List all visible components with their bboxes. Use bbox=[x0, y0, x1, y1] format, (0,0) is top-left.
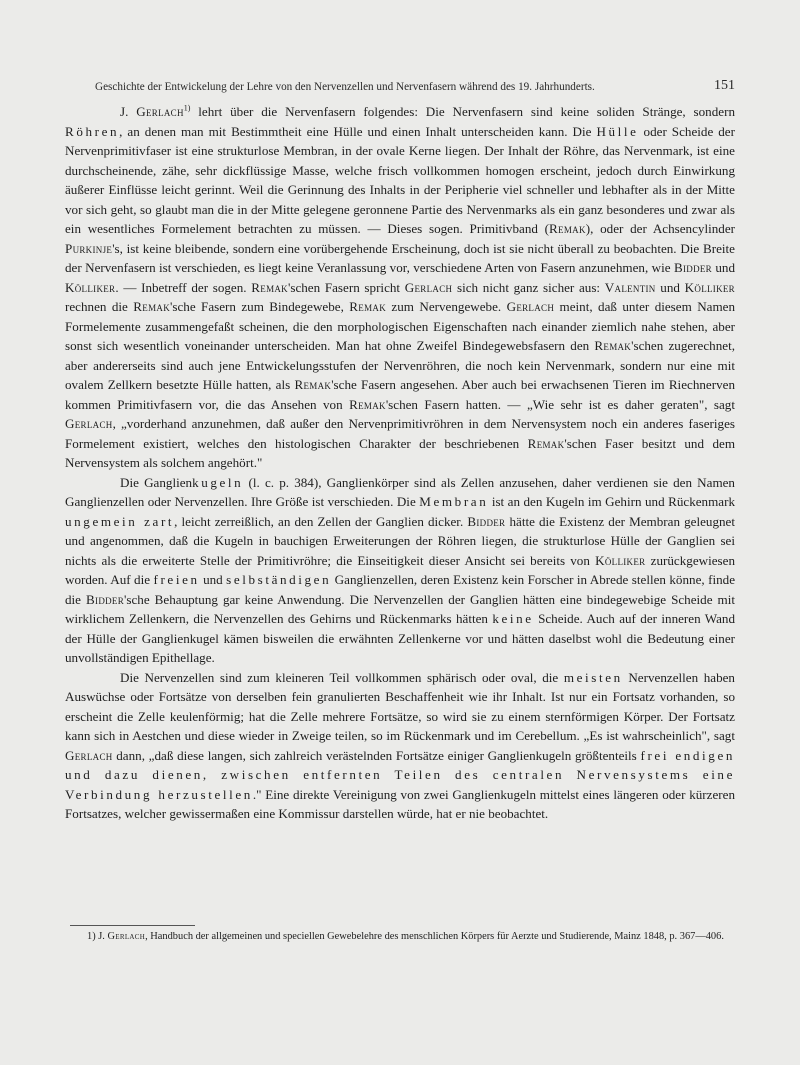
author-name: Bidder bbox=[673, 260, 712, 275]
text-run: Ganglienzellen, deren Existenz kein Forscher in Abrede stellen könne, finde die bbox=[65, 572, 736, 607]
author-name: Remak bbox=[349, 396, 386, 412]
author-name: Gerlach bbox=[136, 104, 184, 119]
author-name: Kölliker bbox=[595, 552, 646, 568]
author-name: Remak bbox=[349, 299, 386, 314]
emphasized-text: freien bbox=[153, 572, 200, 587]
text-run: 'sche Behauptung gar keine Anwendung. Die Nervenzellen der Ganglien hätten eine bindegewebige Scheide mit wirklichem Zellenkern, die Nervenzellen des Gehirns und Rückenmarks hätten bbox=[65, 591, 735, 626]
author-name: Valentin bbox=[604, 279, 656, 295]
text-run: rechnen die bbox=[65, 299, 134, 314]
emphasized-text: meisten bbox=[563, 669, 623, 685]
author-name: Gerlach bbox=[506, 299, 555, 314]
paragraph-ganglion-cells bbox=[65, 473, 735, 668]
author-name: Gerlach bbox=[65, 416, 113, 431]
running-header bbox=[95, 78, 735, 100]
emphasized-text: ungemein zart bbox=[65, 513, 175, 529]
page-number: 151 bbox=[714, 78, 735, 93]
emphasized-text: selbständigen bbox=[226, 572, 332, 587]
text-run: , Handbuch der allgemeinen und speciellen Gewebelehre des menschlichen Körpers für Aerzte und Studierende, Mainz 1848, p. 367—406. bbox=[145, 931, 724, 942]
text-run: ), oder der Achsencylinder bbox=[585, 221, 736, 236]
text-run: Nervenzellen haben Auswüchse oder Fortsätze von derselben fein granulierten Beschaffenheit wie ihr Inhalt. Ist nur ein Fortsatz vorhanden, so erscheint die Zelle keulenförmig; hat die Zelle mehrere Fortsätze, so wird sie zu einem sternförmigen Körper. Der Fortsatz kann sich in Aestchen und diese wieder in Zweige teilen, so im Rückenmark und im Cerebellum. „Es ist wahrscheinlich", sagt bbox=[65, 669, 735, 743]
text-run: 1) J. bbox=[87, 931, 108, 942]
emphasized-text: Membran bbox=[419, 494, 489, 509]
text-run: . — Inbetreff der sogen. bbox=[115, 279, 252, 295]
text-run: 's, ist keine bleibende, sondern eine vorübergehende Erscheinung, doch ist sie nicht überall zu beobachten. Die Breite der Nervenfasern ist verschieden, es liegt keine Veranlassung vor, verschiedene Arten von Fasern anzunehmen, wie bbox=[65, 240, 735, 275]
text-run: ." Eine direkte Vereinigung von zwei Ganglienkugeln mittelst eines längeren oder kürzeren Fortsatzes, welcher gewissermaßen eine Kommissur darstellen würde, hat er nie beobachtet. bbox=[65, 786, 735, 821]
running-title: Geschichte der Entwickelung der Lehre von den Nervenzellen und Nervenfasern während des 19. Jahrhunderts. bbox=[95, 81, 595, 93]
text-run: 'sche Fasern angesehen. Aber auch bei erwachsenen Tieren im Riechnerven kommen Primitivfasern vor, die das Ansehen von bbox=[65, 377, 735, 412]
text-run: hätte die Existenz der Membran geleugnet und angenommen, daß die Kugeln in bauchigen Erweiterungen der Röhren liegen, die strukturlose Hülle der Ganglien sei nichts als die erweiterte Stelle der Primitivröhre; die Einseitigkeit dieser Ansicht sei bereits von bbox=[65, 513, 735, 568]
emphasized-text: Hülle bbox=[596, 123, 639, 139]
emphasized-text: keine bbox=[492, 611, 534, 626]
author-name: Remak bbox=[251, 279, 288, 295]
text-run: oder Scheide der Nervenprimitivfaser ist eine strukturlose Membran, in der ovale Kerne liegen. Der Inhalt der Röhre, das Nervenmark, ist eine durchscheinende, zähe, sehr dickflüssige Masse, welche frisch vollkommen homogen erscheint, jedoch durch Einwirkung äußerer Einflüsse leicht gerinnt. Weil die Gerinnung des Inhalts in der Peripherie viel schneller und lebhafter als in der Mitte vor sich geht, so glaubt man die in der Mitte gelegene geronnene Partie des Nervenmarks als ein ganz besonderes und zwar als ein wesentliches Formelement betrachten zu müssen. — Dieses sogen. Primitivband ( bbox=[65, 123, 735, 236]
author-name: Gerlach bbox=[107, 931, 146, 942]
text-run: meint, daß unter diesem Namen Formelemente zusammengefaßt scheinen, die den morphologischen Eigenschaften nach einander ziemlich nahe stehen, aber sonst sich wesentlich voneinander unterscheiden. Man hat ohne Zweifel Bindegewebsfasern den bbox=[65, 299, 736, 353]
main-text bbox=[65, 102, 735, 824]
author-name: Remak bbox=[549, 221, 586, 236]
author-name: Remak bbox=[133, 299, 170, 314]
text-run: 'schen Fasern hatten. — „Wie sehr ist es daher geraten", sagt bbox=[385, 396, 735, 412]
author-name: Remak bbox=[527, 435, 565, 451]
emphasized-text: Röhren bbox=[65, 123, 120, 139]
author-name: Gerlach bbox=[65, 747, 113, 763]
text-run: Scheide. Auch auf der inneren Wand der Hülle der Ganglienkugel kämen bisweilen die erwähnten Zellenkerne vor und hätten daselbst wohl die Bedeutung einer unvollständigen Epithellage. bbox=[65, 611, 736, 665]
text-run: (l. c. p. 384), Ganglienkörper sind als Zellen anzusehen, daher verdienen sie den Namen Ganglienzellen oder Nervenzellen. Ihre Größe ist verschieden. Die bbox=[65, 474, 735, 509]
paragraph-gerlach-nerve-fibers bbox=[65, 102, 735, 473]
text-run: zum Nervengewebe. bbox=[386, 299, 507, 314]
author-name: Bidder bbox=[467, 513, 506, 529]
text-run: lehrt über die Nervenfasern folgendes: Die Nervenfasern sind keine soliden Stränge, sondern bbox=[190, 104, 735, 119]
footnote-divider bbox=[70, 925, 195, 926]
text-run: ist an den Kugeln im Gehirn und Rückenmark bbox=[488, 494, 736, 509]
author-name: Kölliker bbox=[65, 279, 116, 295]
emphasized-text: kugeln bbox=[192, 474, 244, 490]
footnote-marker: 1) bbox=[183, 103, 191, 113]
text-run: 'schen Fasern spricht bbox=[287, 279, 405, 295]
author-name: Remak bbox=[294, 377, 332, 392]
text-run: 'schen zugerechnet, aber andererseits sind auch jene Entwickelungsstufen der Nervenröhren, die noch kein Nervenmark, sondern nur eine mit ovalem Zellkern besetzte Hülle hatten, als bbox=[65, 338, 735, 392]
text-run: , leicht zerreißlich, an den Zellen der Ganglien dicker. bbox=[174, 513, 468, 529]
text-run: und bbox=[711, 260, 736, 275]
text-run: zurückgewiesen worden. Auf die bbox=[65, 552, 735, 587]
text-run: , „vorderhand anzunehmen, daß außer den Nervenprimitivröhren in dem Nervensystem noch ein anderes faseriges Formelement existiert, welches den histologischen Charakter der beschriebenen bbox=[65, 416, 735, 451]
text-run: und bbox=[199, 572, 227, 587]
footnote bbox=[70, 929, 735, 944]
paragraph-nerve-cell-processes bbox=[65, 668, 735, 824]
author-name: Bidder bbox=[86, 591, 125, 607]
text-run: Die Nervenzellen sind zum kleineren Teil vollkommen sphärisch oder oval, die bbox=[120, 669, 564, 685]
emphasized-text: frei endigen und dazu dienen, zwischen entfernten Teilen des centralen Nervensystems eine Verbindung herzustellen bbox=[65, 747, 735, 802]
author-name: Kölliker bbox=[684, 279, 735, 295]
text-run: dann, „daß diese langen, sich zahlreich verästelnden Fortsätze einiger Ganglienkugeln größtenteils bbox=[112, 747, 641, 763]
text-run: Die Ganglien bbox=[120, 474, 193, 490]
text-run: sich nicht ganz sicher aus: bbox=[452, 279, 605, 295]
text-run: und bbox=[655, 279, 685, 295]
author-name: Gerlach bbox=[404, 279, 453, 295]
text-run: , an denen man mit Bestimmtheit eine Hülle und einen Inhalt unterscheiden kann. Die bbox=[119, 123, 597, 139]
text-run: 'schen Faser besitzt und dem Nervensystem als solchem angehört." bbox=[65, 435, 736, 470]
text-run: J. bbox=[120, 104, 137, 119]
author-name: Remak bbox=[594, 338, 632, 353]
author-name: Purkinje bbox=[65, 240, 113, 256]
text-run: 'sche Fasern zum Bindegewebe, bbox=[170, 299, 350, 314]
